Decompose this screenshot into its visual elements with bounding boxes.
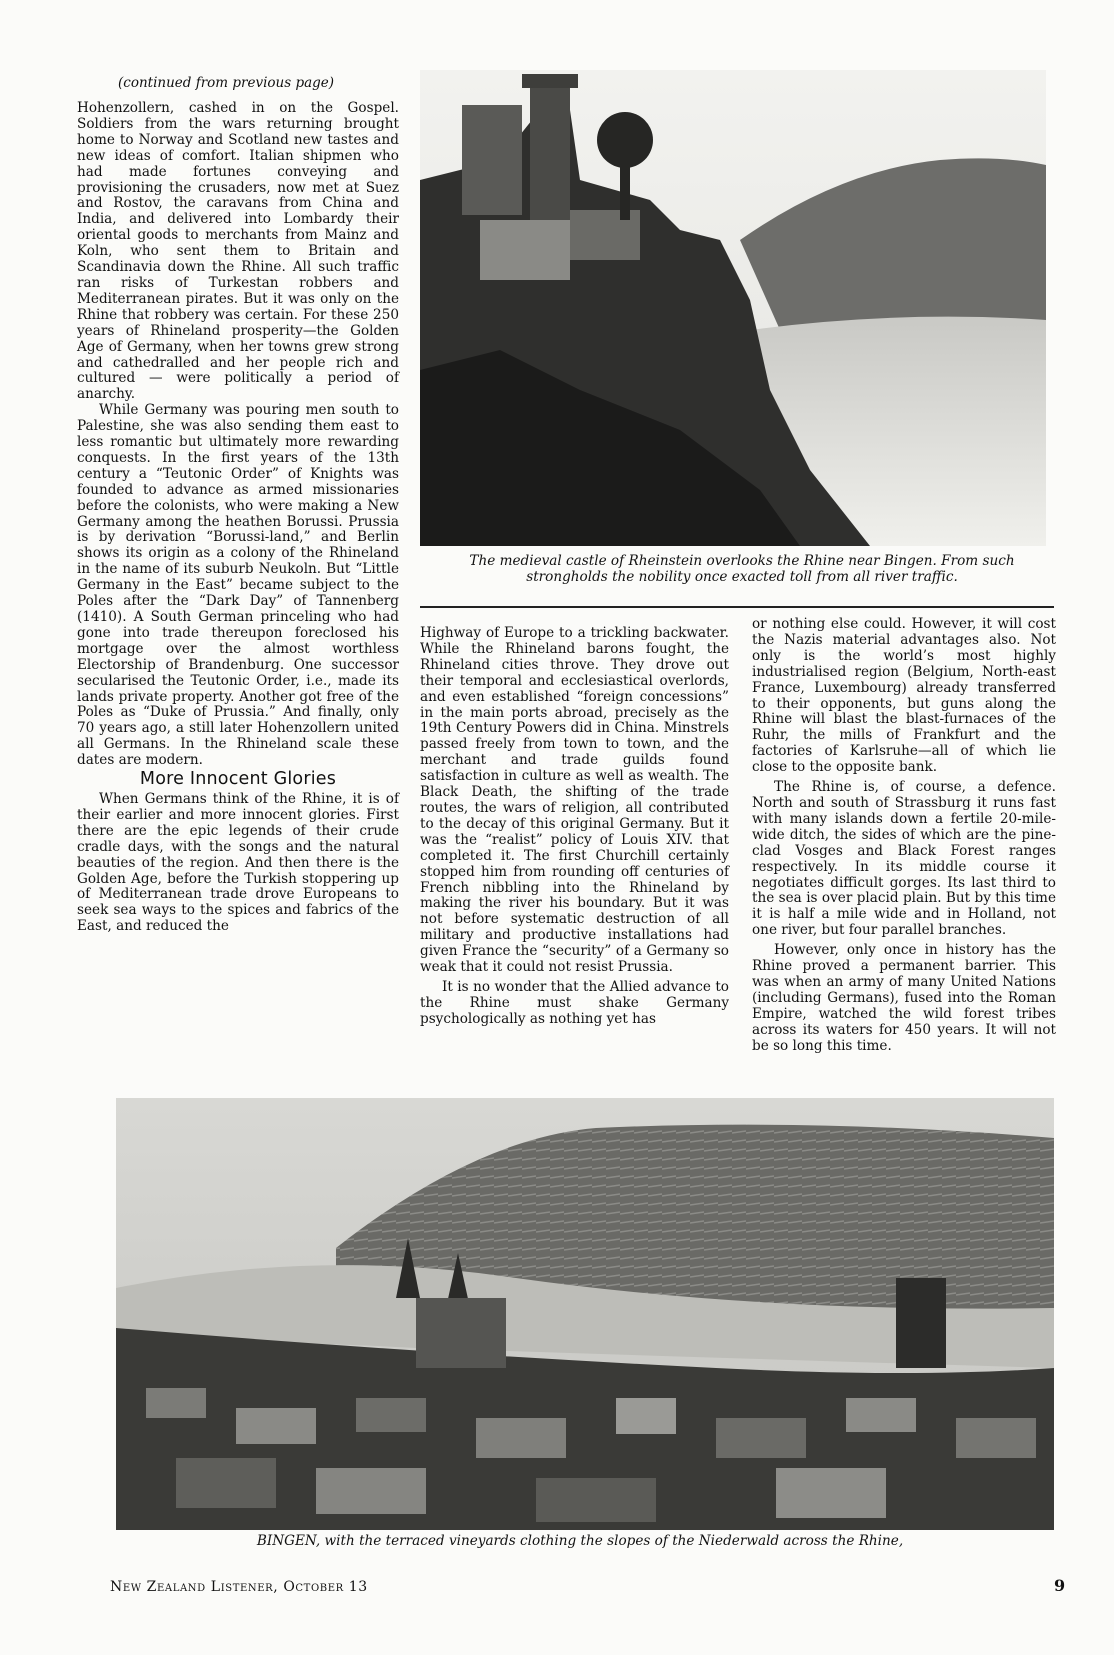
- paragraph: When Germans think of the Rhine, it is of their earlier and more innocent glories. First there are the epic legends of their crude cradle days, with the songs and the natural beauties of the region. And then there is the Golden Age, before the Turkish stoppering up of Mediterranean trade drove Europeans to seek sea ways to the spices and fabrics of the East, and reduced the: [77, 790, 399, 935]
- page-number: 9: [1054, 1576, 1066, 1595]
- castle-photo-caption: The medieval castle of Rheinstein overlooks the Rhine near Bingen. From such strongholds the nobility once exacted toll from all river traffic.: [469, 553, 1015, 585]
- paragraph: However, only once in history has the Rhine proved a permanent barrier. This was when an army of many United Nations (including Germans), fused into the Roman Empire, watched the wild forest tribes across its waters for 450 years. It will not be so long this time.: [752, 942, 1056, 1054]
- divider-rule: [420, 606, 1054, 608]
- bingen-photo-caption: BINGEN, with the terraced vineyards clothing the slopes of the Niederwald across the Rhine,: [256, 1533, 904, 1549]
- paragraph: While Germany was pouring men south to Palestine, she was also sending them east to less romantic but ultimately more rewarding conquests. In the first years of the 13th century a “Teutonic Order” of Knights was founded to advance as armed missionaries before the colonists, who were making a New Germany among the heathen Borussi. Prussia is by derivation “Borussi-land,” and Berlin shows its origin as a colony of the Rhineland in the name of its suburb Neukoln. But “Little Germany in the East” became subject to the Poles after the “Dark Day” of Tannenberg (1410). A South German princeling who had gone into trade thereupon foreclosed his mortgage over the almost worthless Electorship of Brandenburg. One successor secularised the Teutonic Order, i.e., made its lands private property. Another got free of the Poles as “Duke of Prussia.” And finally, only 70 years ago, a still later Hohenzollern united all Germans. In the Rhineland scale these dates are modern.: [77, 402, 399, 769]
- article-column-2: [420, 626, 729, 1028]
- publication-footer: New Zealand Listener, October 13: [110, 1579, 368, 1595]
- article-column-3: [752, 617, 1056, 1054]
- continued-label: (continued from previous page): [118, 75, 335, 91]
- section-subheading: More Innocent Glories: [139, 769, 337, 790]
- paragraph: The Rhine is, of course, a defence. North and south of Strassburg it runs fast with many islands down a fertile 20-mile-wide ditch, the sides of which are the pine-clad Vosges and Black Forest ranges respectively. In its middle course it negotiates difficult gorges. Its last third to the sea is over placid plain. But by this time it is half a mile wide and in Holland, not one river, but four parallel branches.: [752, 779, 1056, 939]
- paragraph: Highway of Europe to a trickling backwater. While the Rhineland barons fought, the Rhineland cities throve. They drove out their temporal and ecclesiastical overlords, and even established “foreign concessions” in the main ports abroad, precisely as the 19th Century Powers did in China. Minstrels passed freely from town to town, and the merchant and trade guilds found satisfaction in culture as well as wealth. The Black Death, the shifting of the trade routes, the wars of religion, all contributed to the decay of this original Germany. But it was the “realist” policy of Louis XIV. that completed it. The first Churchill certainly stopped him from rounding off centuries of French nibbling into the Rhineland by making the river his boundary. But it was not before systematic destruction of all military and productive installations had given France the “security” of a Germany so weak that it could not resist Prussia.: [420, 625, 729, 976]
- article-column-1: [77, 101, 399, 935]
- paragraph: It is no wonder that the Allied advance to the Rhine must shake Germany psychologically as nothing yet has: [420, 978, 729, 1027]
- paragraph: Hohenzollern, cashed in on the Gospel. Soldiers from the wars returning brought home to Norway and Scotland new tastes and new ideas of comfort. Italian shipmen who had made fortunes conveying and provisioning the crusaders, now met at Suez and Rostov, the caravans from China and India, and delivered into Lombardy their oriental goods to merchants from Mainz and Koln, who sent them to Britain and Scandinavia down the Rhine. All such traffic ran risks of Turkestan robbers and Mediterranean pirates. But it was only on the Rhine that robbery was certain. For these 250 years of Rhineland prosperity—the Golden Age of Germany, when her towns grew strong and cathedralled and her people rich and cultured — were politically a period of anarchy.: [77, 100, 399, 403]
- paragraph: or nothing else could. However, it will cost the Nazis material advantages also. Not only is the world’s most highly industrialised region (Belgium, North-east France, Luxembourg) already transferred to their opponents, but guns along the Rhine will blast the blast-furnaces of the Ruhr, the mills of Frankfurt and the factories of Karlsruhe—all of which lie close to the opposite bank.: [752, 616, 1056, 776]
- bingen-town-photo: [116, 1098, 1054, 1530]
- rheinstein-castle-photo: [420, 70, 1046, 546]
